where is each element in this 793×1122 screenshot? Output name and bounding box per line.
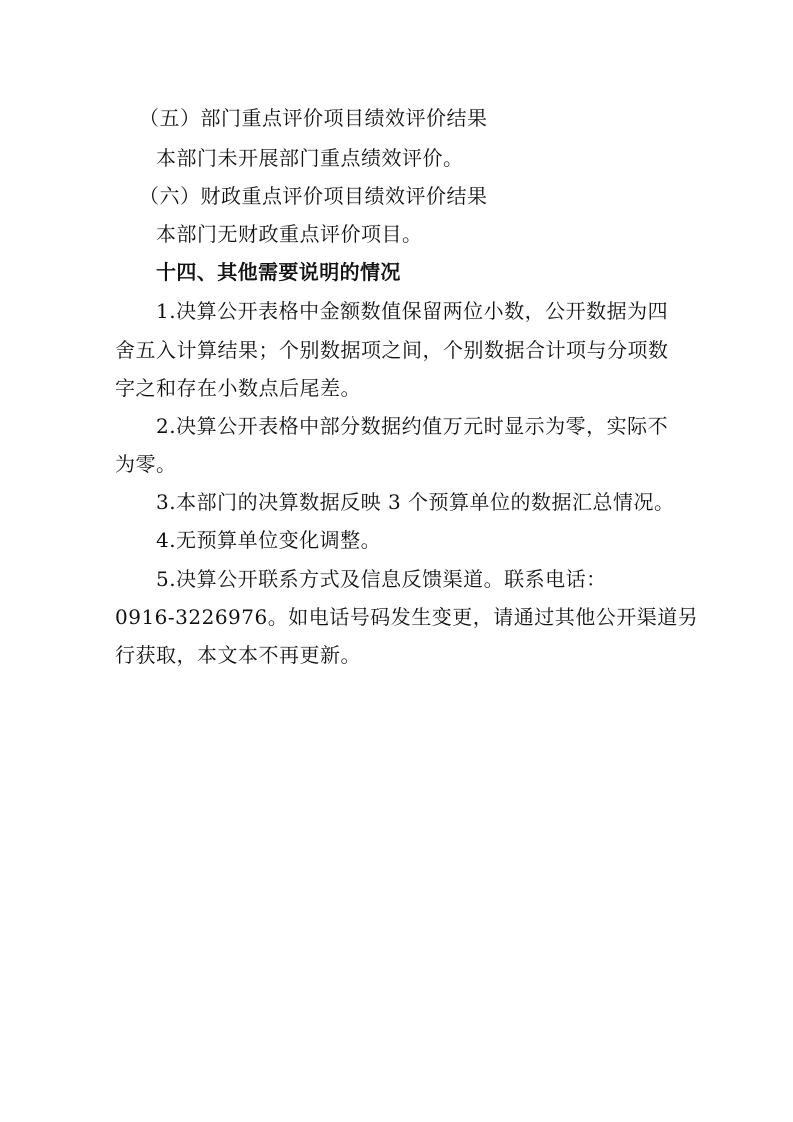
paragraph-line: 2.决算公开表格中部分数据约值万元时显示为零，实际不 — [156, 414, 669, 438]
paragraph-line: 0916-3226976。如电话号码发生变更，请通过其他公开渠道另 — [115, 605, 699, 629]
paragraph-line: 3.本部门的决算数据反映 3 个预算单位的数据汇总情况。 — [156, 490, 675, 514]
section-heading: 十四、其他需要说明的情况 — [156, 260, 401, 284]
paragraph-line: 5.决算公开联系方式及信息反馈渠道。联系电话： — [156, 567, 607, 591]
subsection-heading-six: （六）财政重点评价项目绩效评价结果 — [139, 184, 488, 208]
subsection-heading-five: （五）部门重点评价项目绩效评价结果 — [139, 106, 488, 130]
paragraph-line: 字之和存在小数点后尾差。 — [115, 376, 361, 400]
paragraph-line: 本部门未开展部门重点绩效评价。 — [156, 146, 464, 170]
paragraph-line: 行获取，本文本不再更新。 — [115, 643, 361, 667]
paragraph-line: 1.决算公开表格中金额数值保留两位小数，公开数据为四 — [156, 299, 669, 323]
paragraph-line: 为零。 — [115, 452, 177, 476]
paragraph-line: 舍五入计算结果；个别数据项之间，个别数据合计项与分项数 — [115, 338, 669, 362]
paragraph-line: 4.无预算单位变化调整。 — [156, 528, 382, 552]
paragraph-line: 本部门无财政重点评价项目。 — [156, 222, 423, 246]
